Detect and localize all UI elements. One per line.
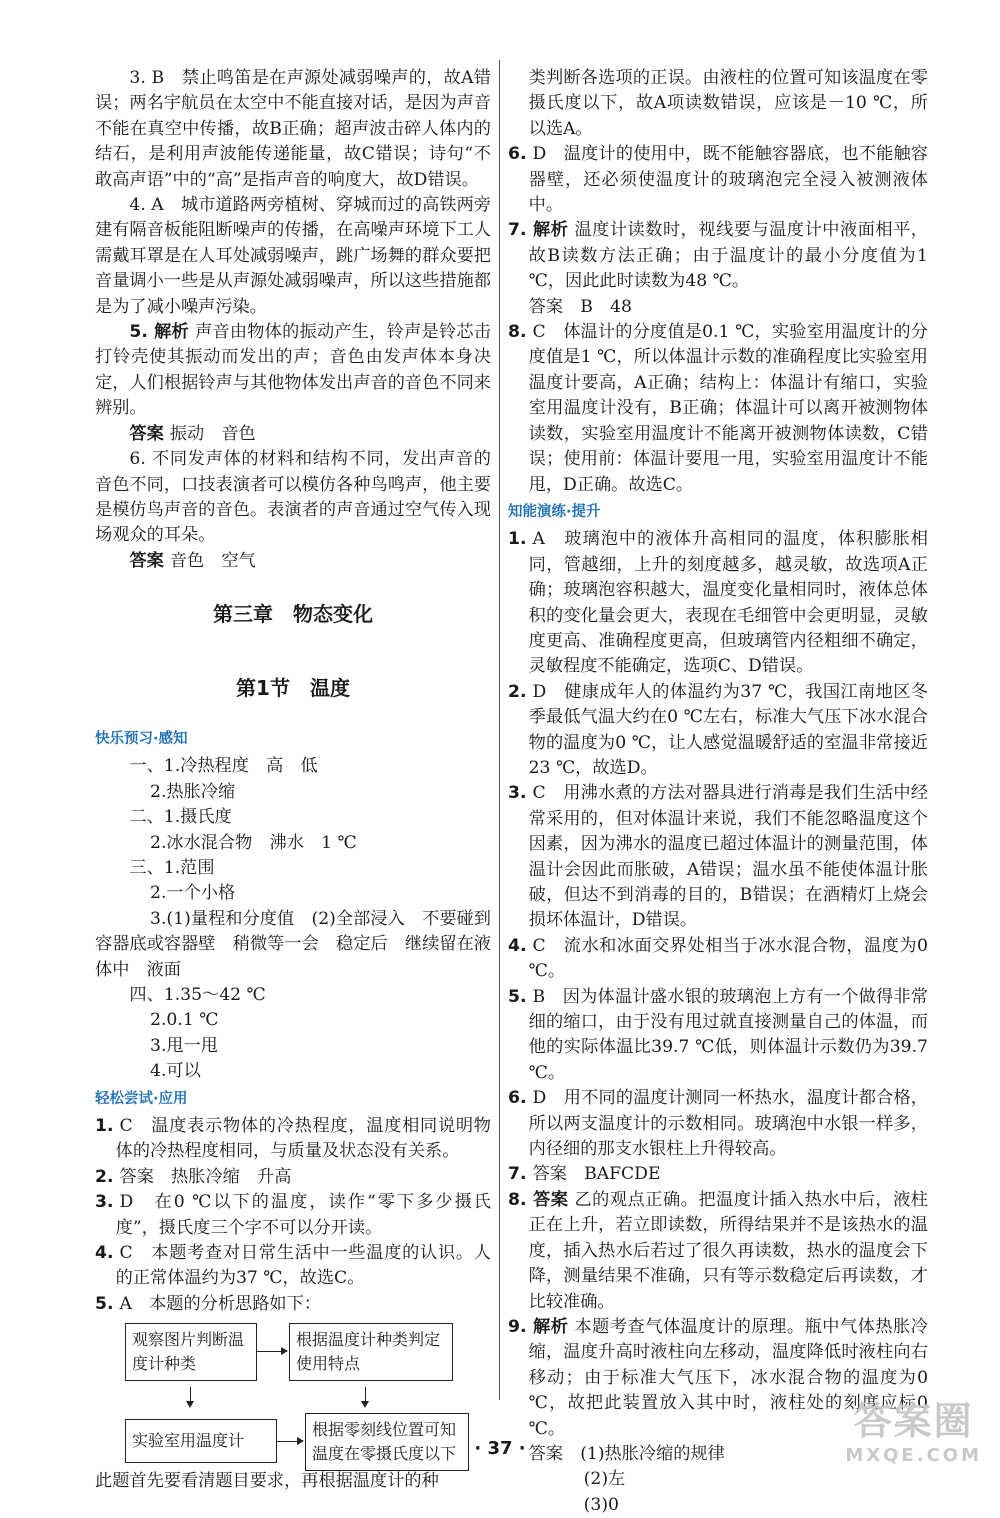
paragraph-q5: [95, 320, 491, 422]
question-text: C 用沸水煮的方法对器具进行消毒是我们生活中经常采用的，但对体温计来说，我们不能忽略温度这个因素，因为沸水的温度已超过体温计的测量范围，体温计会因此而胀破，A错误；温水虽不能使体温计胀破，但达不到消毒的目的，B错误；在酒精灯上烧会损坏体温计，D错误。: [528, 783, 928, 931]
question-text: D 温度计的使用中，既不能触容器底，也不能触容器壁，还必须使温度计的玻璃泡完全浸入被测液体中。: [528, 144, 928, 216]
left-column: [95, 66, 491, 1495]
q5-answer: [95, 422, 491, 447]
question-number: 8.: [508, 322, 527, 343]
analysis-tag: 解析: [532, 1316, 569, 1337]
question-number: 7.: [508, 1164, 527, 1185]
preview-item: 四、1.35～42 ℃: [129, 985, 266, 1005]
column-divider: [499, 60, 500, 1400]
q5-analysis-tag: 5. 解析: [129, 322, 189, 343]
preview-item: 2.热胀冷缩: [150, 781, 236, 802]
preview-item: 2.0.1 ℃: [150, 1010, 219, 1031]
answer-tag: 答案: [129, 423, 164, 444]
flow-box-observe: 观察图片判断温度计种类: [125, 1323, 257, 1381]
question-number: 3.: [95, 1192, 114, 1213]
apply-q5: [95, 1292, 491, 1317]
section-header-improve: 知能演练·提升: [508, 503, 601, 520]
preview-item: 一、1.冷热程度 高 低: [129, 756, 318, 777]
question-text: A 玻璃泡中的液体升高相同的温度，体积膨胀相同，管越细，上升的刻度越多，越灵敏，故选项A正确；玻璃泡容积越大，温度变化量相同时，液体总体积的变化量会更大，表现在毛细管中会更明显，灵敏度更高、准确程度更高，但玻璃管内径粗细不确定，灵敏程度不能确定，选项C、D错误。: [528, 529, 928, 677]
apply-q6: [508, 142, 928, 218]
preview-item: 二、1.摄氏度: [129, 807, 232, 828]
preview-item: 2.一个小格: [150, 883, 236, 904]
question-number: 2.: [508, 681, 527, 702]
q9-answer-3: (3)0: [583, 1494, 619, 1515]
q9-answer-1: 答案 (1)热胀冷缩的规律: [528, 1443, 725, 1464]
paragraph-q3: 3. B 禁止鸣笛是在声源处减弱噪声的，故A错误；两名宇航员在太空中不能直接对话，是因为声音不能在真空中传播，故B正确；超声波击碎人体内的结石，是利用声波能传递能量，故C错误；诗句“不敢高声语”中的“高”是指声音的响度大，故D错误。: [95, 68, 491, 190]
question-number: 5.: [95, 1293, 114, 1314]
arrowhead-down: [361, 1401, 369, 1408]
arrowhead-down: [186, 1401, 194, 1408]
paragraph-q6: 6. 不同发声体的材料和结构不同，发出声音的音色不同，口技表演者可以模仿各种鸟鸣声，他主要是模仿鸟声音的音色。表演者的声音通过空气传入现场观众的耳朵。: [95, 449, 491, 546]
section-header-preview: 快乐预习·感知: [95, 730, 188, 747]
improve-q2: [508, 680, 928, 782]
analysis-tag: 解析: [532, 220, 569, 241]
q9-answer-2: (2)左: [583, 1469, 626, 1490]
improve-q3: [508, 781, 928, 933]
question-number: 1.: [508, 529, 527, 550]
chapter-title: 第三章 物态变化: [213, 602, 373, 627]
watermark-line1: 答案圈: [853, 1399, 974, 1443]
answer-tag: 答案: [129, 550, 164, 571]
paragraph-q4: 4. A 城市道路两旁植树、穿城而过的高铁两旁建有隔音板能阻断噪声的传播，在高噪声环境下工人需戴耳罩是在人耳处减弱噪声，跳广场舞的群众要把音量调小一些是从声源处减弱噪声，所以这些措施都是为了减小噪声污染。: [95, 195, 491, 317]
question-number: 7.: [508, 220, 527, 241]
answer-text: 音色 空气: [169, 550, 256, 571]
preview-item: 4.可以: [150, 1061, 201, 1082]
question-text: D 健康成年人的体温约为37 ℃，我国江南地区冬季最低气温大约在0 ℃左右，标准大气压下冰水混合物的温度为0 ℃，让人感觉温暖舒适的室温非常接近23 ℃，故选D。: [528, 681, 928, 778]
q7-answer: 答案 B 48: [528, 296, 632, 317]
watermark-line2: MXQE.COM: [845, 1445, 982, 1466]
question-number: 6.: [508, 144, 527, 165]
arrowhead-right: [281, 1347, 288, 1355]
question-text: D 用不同的温度计测同一杯热水，温度计都合格，所以两支温度计的示数相同。玻璃泡中水银一样多，内径细的那支水银柱上升得较高。: [528, 1088, 928, 1160]
apply-q4: [95, 1241, 491, 1292]
question-text: C 温度表示物体的冷热程度，温度相同说明物体的冷热程度相同，与质量及状态没有关系。: [115, 1116, 491, 1162]
question-text: 乙的观点正确。把温度计插入热水中后，液柱正在上升，若立即读数，所得结果并不是该热水的温度，插入热水后若过了很久再读数，热水的温度会下降，测量结果不准确，只有等示数稳定后再读数，才比较准确。: [528, 1189, 928, 1312]
right-column: [508, 66, 928, 1518]
flow-box-lab-thermometer: 实验室用温度计: [125, 1419, 277, 1463]
apply-q7: [508, 218, 928, 294]
question-text: C 本题考查对日常生活中一些温度的认识。人的正常体温约为37 ℃，故选C。: [115, 1243, 491, 1289]
answer-tag: 答案: [532, 1189, 569, 1210]
improve-q4: [508, 934, 928, 985]
q5-continuation-right: 类判断各选项的正误。由液柱的位置可知该温度在零摄氏度以下，故A项读数错误，应该是－10 ℃，所以选A。: [528, 68, 928, 139]
improve-q6: [508, 1086, 928, 1162]
question-number: 4.: [95, 1243, 114, 1264]
question-text: C 流水和冰面交界处相当于冰水混合物，温度为0 ℃。: [528, 935, 928, 982]
question-number: 1.: [95, 1116, 114, 1137]
answer-text: 振动 音色: [169, 423, 256, 444]
question-number: 5.: [508, 986, 527, 1007]
watermark-logo: [845, 1390, 982, 1466]
question-text: D 在0 ℃以下的温度，读作“零下多少摄氏度”，摄氏度三个字不可以分开读。: [115, 1192, 491, 1238]
flow-box-conclusion: 根据零刻线位置可知温度在零摄氏度以下: [305, 1413, 469, 1471]
q5-continuation: 此题首先要看清题目要求，再根据温度计的种: [95, 1471, 439, 1492]
preview-item: 三、1.范围: [129, 857, 215, 878]
question-number: 3.: [508, 783, 527, 804]
improve-q5: [508, 985, 928, 1087]
flow-box-determine: 根据温度计种类判定使用特点: [289, 1323, 453, 1381]
improve-q1: [508, 527, 928, 679]
question-text: A 本题的分析思路如下：: [119, 1293, 321, 1314]
question-text: 温度计读数时，视线要与温度计中液面相平，故B读数方法正确；由于温度计的最小分度值为1 ℃，因此此时读数为48 ℃。: [528, 220, 928, 292]
apply-q8: [508, 320, 928, 498]
question-number: 6.: [508, 1088, 527, 1109]
question-text: C 体温计的分度值是0.1 ℃，实验室用温度计的分度值是1 ℃，所以体温计示数的准确程度比实验室用温度计要高，A正确；结构上：体温计有缩口，实验室用温度计没有，B正确；体温计可以离开被测物体读数，实验室用温度计不能离开被测物体读数，C错误；使用前：体温计要甩一甩，实验室用温度计不能甩，D正确。故选C。: [528, 322, 928, 495]
question-number: 2.: [95, 1166, 114, 1187]
question-number: 9.: [508, 1316, 527, 1337]
apply-q1: [95, 1114, 491, 1165]
preview-item: 3.甩一甩: [150, 1035, 218, 1056]
preview-item: 3.(1)量程和分度值 (2)全部浸入 不要碰到容器底或容器壁 稍微等一会 稳定后 继续留在液体中 液面: [95, 908, 491, 980]
apply-q3: [95, 1190, 491, 1241]
improve-q7: [508, 1162, 928, 1187]
section-title: 第1节 温度: [236, 675, 350, 700]
question-text: 本题考查气体温度计的原理。瓶中气体热胀冷缩，温度升高时液柱向左移动，温度降低时液柱向右移动；由于标准大气压下，冰水混合物的温度为0 ℃，故把此装置放入其中时，液柱处的刻度应标0 ℃。: [528, 1316, 928, 1439]
section-header-apply: 轻松尝试·应用: [95, 1090, 188, 1107]
question-text: 答案 热胀冷缩 升高: [119, 1166, 292, 1187]
arrow-right: [257, 1351, 283, 1352]
preview-item: 2.冰水混合物 沸水 1 ℃: [150, 832, 357, 853]
question-text: B 因为体温计盛水银的玻璃泡上方有一个做得非常细的缩口，由于没有甩过就直接测量自己的体温，而他的实际体温比39.7 ℃低，则体温计示数仍为39.7 ℃。: [528, 986, 928, 1083]
improve-q8: [508, 1188, 928, 1315]
question-number: 4.: [508, 935, 527, 956]
q6-answer: [95, 549, 491, 574]
apply-q2: [95, 1165, 491, 1190]
question-text: 答案 BAFCDE: [532, 1164, 661, 1185]
page-number: · 37 ·: [474, 1438, 526, 1459]
q5-analysis: 声音由物体的振动产生，铃声是铃芯击打铃壳使其振动而发出的声；音色由发声体本身决定，人们根据铃声与其他物体发出声音的音色不同来辨别。: [95, 322, 491, 419]
question-number: 8.: [508, 1189, 527, 1210]
